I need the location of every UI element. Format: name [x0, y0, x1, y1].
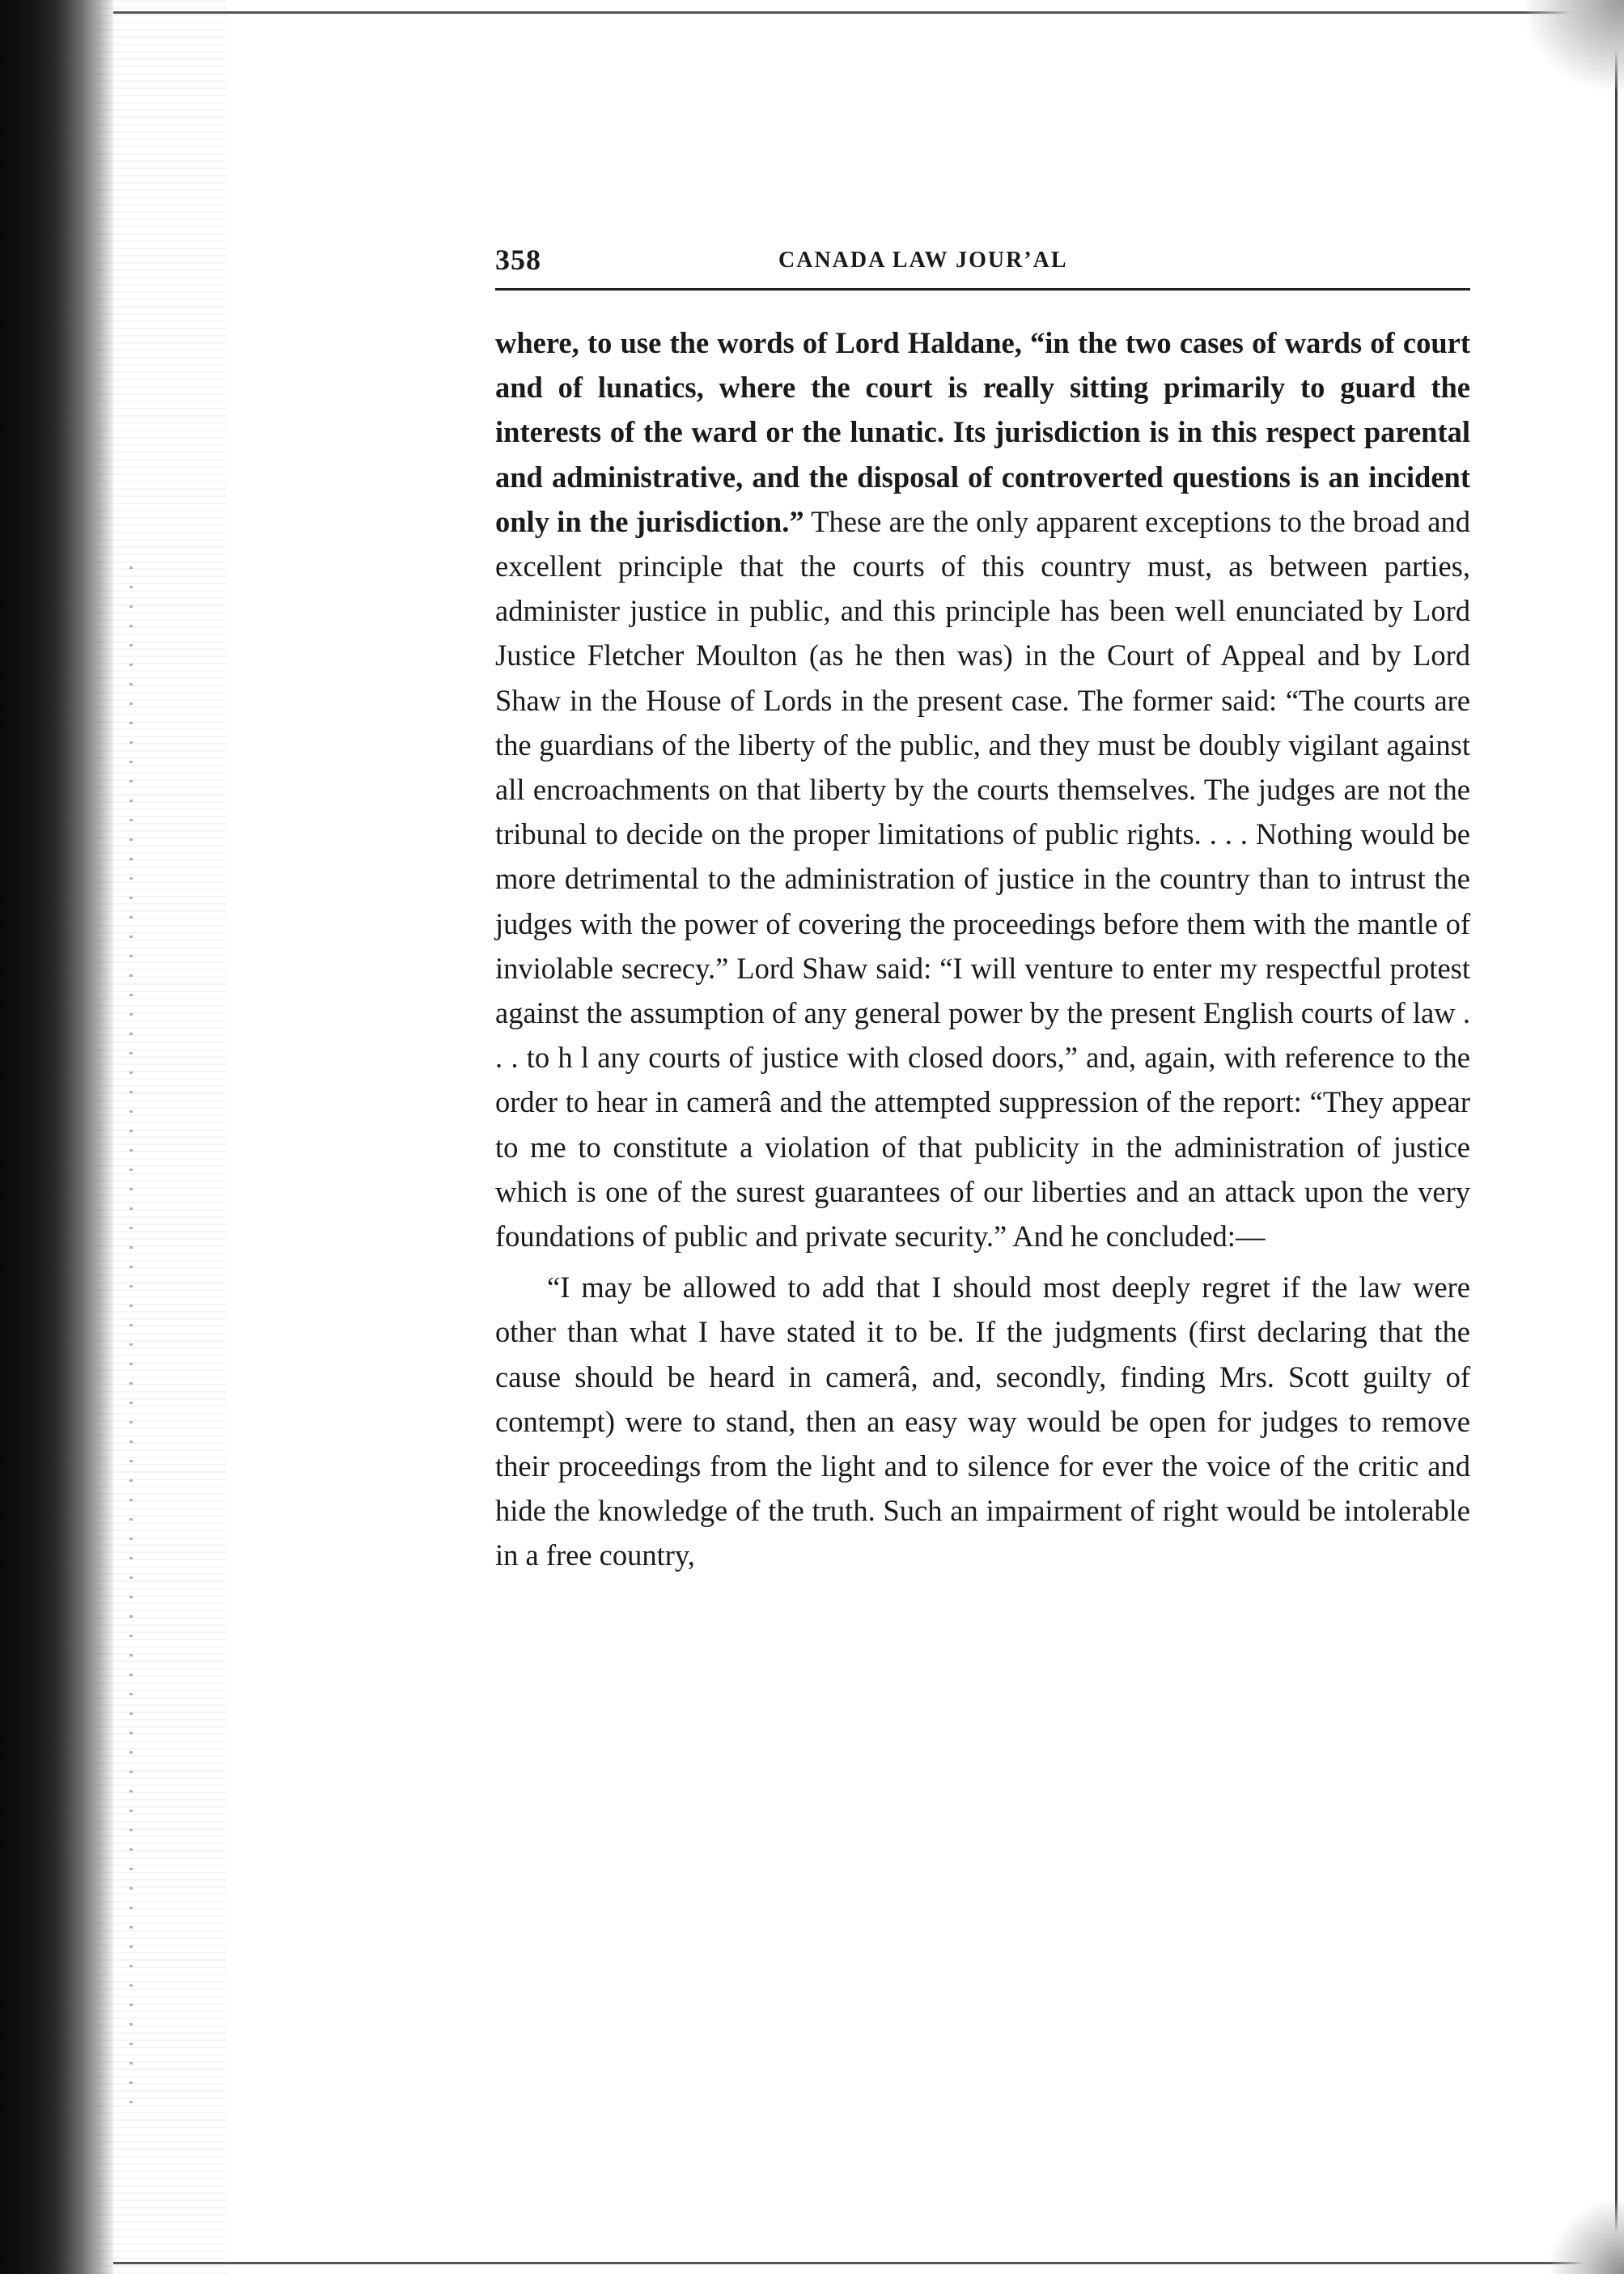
page-edge-top — [113, 11, 1610, 14]
paragraph-1 — [495, 320, 1470, 1258]
header-rule — [495, 288, 1470, 291]
page-edge-bottom — [113, 2262, 1618, 2264]
journal-title: CANADA LAW JOURʼAL — [778, 248, 1068, 273]
paragraph-1-text: These are the only apparent exceptions to the broad and excellent principle that the courts of this country must, as between parties, administer justice in public, and this principle has been well enunciated by Lord Justice Fletcher Moulton (as he then was) in the Court of Appeal and by Lord Shaw in the House of Lords in the present case. The former said: “The courts are the guardians of the liberty of the public, and they must be doubly vigilant against all encroachments on that liberty by the courts themselves. The judges are not the tribunal to decide on the proper limitations of public rights. . . . Nothing would be more detrimental to the administration of justice in the country than to intrust the judges with the power of covering the proceedings before them with the mantle of inviolable secrecy.” Lord Shaw said: “I will venture to enter my respectful protest against the assumption of any general power by the present English courts of law . . . to h l any courts of justice with closed doors,” and, again, with reference to the order to hear in camerâ and the attempted suppression of the report: “They appear to me to constitute a violation of that publicity in the administration of justice which is one of the surest guarantees of our liberties and an attack upon the very foundations of public and private security.” And he concluded:— — [495, 504, 1470, 1254]
scan-corner-bottom-right — [1551, 2201, 1624, 2274]
document-page — [495, 243, 1470, 1578]
paragraph-1-lead: where, to use the words of Lord Haldane, “in the two cases of wards of court and of lunatics, where the court is really sitting primarily to guard the interests of the ward or the lunatic. Its jurisdiction is in this respect parental and administrative, and the disposal of controverted questions is an incident only in the jurisdiction.” — [495, 326, 1470, 538]
page-number: 358 — [495, 244, 541, 276]
scan-corner-top-right — [1527, 0, 1624, 89]
body-text — [495, 320, 1470, 1578]
scan-speckle — [97, 0, 227, 2274]
scanned-binding-edge — [0, 0, 113, 2274]
page-edge-right — [1615, 11, 1618, 2261]
margin-marks — [129, 566, 133, 2104]
running-head — [495, 243, 1470, 288]
paragraph-2: “I may be allowed to add that I should most deeply regret if the law were other than what I have stated it to be. If the judgments (first declaring that the cause should be heard in camerâ, and, secondly, finding Mrs. Scott guilty of contempt) were to stand, then an easy way would be open for judges to remove their proceedings from the light and to silence for ever the voice of the critic and hide the knowledge of the truth. Such an impairment of right would be intolerable in a free country, — [495, 1271, 1470, 1572]
